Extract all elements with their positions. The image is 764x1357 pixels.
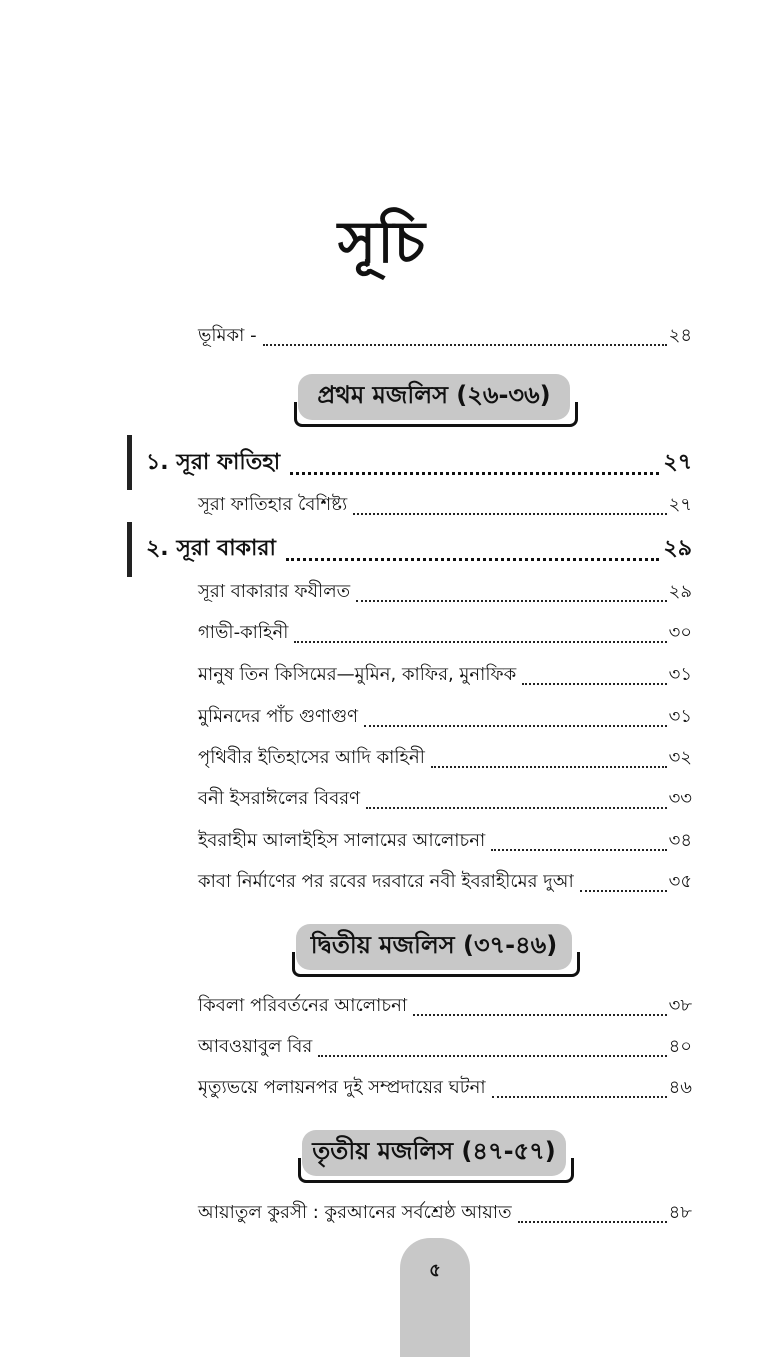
toc-entry-label: কাবা নির্মাণের পর রবের দরবারে নবী ইবরাহীমের দুআ <box>198 871 574 892</box>
toc-entry[interactable] <box>198 742 692 774</box>
toc-entry-label: সূরা বাকারার ফযীলত <box>198 581 351 602</box>
dot-leader <box>263 344 667 346</box>
toc-entry[interactable] <box>198 783 692 815</box>
toc-entry[interactable] <box>198 1072 692 1104</box>
toc-entry-label: গাভী-কাহিনী <box>198 622 289 643</box>
toc-entry-label: মানুষ তিন কিসিমের—মুমিন, কাফির, মুনাফিক <box>198 664 517 685</box>
toc-entry-page: ২৭ <box>668 494 692 515</box>
toc-entry-label: ভূমিকা - <box>198 325 257 346</box>
chapter-page: ২৯ <box>663 536 692 561</box>
toc-entry-page: ৩৫ <box>668 871 692 892</box>
toc-entry-page: ৩০ <box>668 622 692 643</box>
dot-leader <box>492 1096 667 1098</box>
page-number-tab <box>400 1238 470 1357</box>
toc-entry[interactable] <box>198 866 692 898</box>
toc-entry[interactable] <box>198 825 692 857</box>
chapter-label: ২. সূরা বাকারা <box>146 536 276 561</box>
toc-entry-page: ৩৩ <box>668 788 692 809</box>
toc-entry[interactable] <box>198 659 692 691</box>
dot-leader <box>491 849 666 851</box>
toc-entry-page: ২৪ <box>668 325 692 346</box>
toc-entry-label: আবওয়াবুল বির <box>198 1036 313 1057</box>
toc-entry-label: মুমিনদের পাঁচ গুণাগুণ <box>198 706 358 727</box>
dot-leader <box>522 683 666 685</box>
toc-entry[interactable] <box>198 1197 692 1229</box>
dot-leader <box>431 766 667 768</box>
dot-leader <box>364 725 667 727</box>
chapter-label: ১. সূরা ফাতিহা <box>146 450 281 475</box>
toc-entry-page: ৩২ <box>668 747 692 768</box>
chapter-marker-bar <box>127 435 132 490</box>
dot-leader <box>286 558 660 561</box>
page-number: ৫ <box>429 1260 441 1281</box>
toc-entry-label: আয়াতুল কুরসী : কুরআনের সর্বশ্রেষ্ঠ আয়াত <box>198 1202 512 1223</box>
section-heading-3: তৃতীয় মজলিস (৪৭-৫৭) <box>302 1130 566 1176</box>
toc-entry-page: ৪৮ <box>668 1202 692 1223</box>
toc-entry-page: ৪৬ <box>668 1077 692 1098</box>
toc-entry-label: ইবরাহীম আলাইহিস সালামের আলোচনা <box>198 830 486 851</box>
chapter-page: ২৭ <box>663 450 692 475</box>
toc-entry-label: কিবলা পরিবর্তনের আলোচনা <box>198 995 408 1016</box>
toc-entry[interactable] <box>198 990 692 1022</box>
toc-entry[interactable] <box>198 489 692 521</box>
dot-leader <box>366 807 667 809</box>
toc-entry-page: ৩১ <box>668 706 692 727</box>
toc-entry-page: ৩৪ <box>668 830 692 851</box>
toc-entry-page: ৩১ <box>668 664 692 685</box>
dot-leader <box>518 1221 667 1223</box>
toc-entry[interactable] <box>198 1031 692 1063</box>
toc-entry-label: পৃথিবীর ইতিহাসের আদি কাহিনী <box>198 747 425 768</box>
dot-leader <box>294 641 666 643</box>
toc-entry-label: সূরা ফাতিহার বৈশিষ্ট্য <box>198 494 348 515</box>
dot-leader <box>580 890 667 892</box>
dot-leader <box>413 1014 667 1016</box>
dot-leader <box>353 513 666 515</box>
toc-entry[interactable] <box>198 576 692 608</box>
section-heading-1: প্রথম মজলিস (২৬-৩৬) <box>298 374 570 420</box>
toc-entry[interactable] <box>198 617 692 649</box>
toc-entry-label: মৃত্যুভয়ে পলায়নপর দুই সম্প্রদায়ের ঘটনা <box>198 1077 486 1098</box>
toc-entry-page: ২৯ <box>668 581 692 602</box>
toc-entry-label: বনী ইসরাঈলের বিবরণ <box>198 788 360 809</box>
toc-entry-intro[interactable] <box>198 320 692 352</box>
dot-leader <box>356 600 666 602</box>
toc-entry-page: ৩৮ <box>668 995 692 1016</box>
section-heading-2: দ্বিতীয় মজলিস (৩৭-৪৬) <box>296 924 572 970</box>
page-title: সূচি <box>337 208 427 276</box>
dot-leader <box>290 472 659 475</box>
chapter-marker-bar <box>127 522 132 577</box>
toc-entry[interactable] <box>198 701 692 733</box>
dot-leader <box>318 1055 666 1057</box>
toc-chapter-1[interactable] <box>146 442 692 482</box>
toc-entry-page: ৪০ <box>668 1036 692 1057</box>
toc-chapter-2[interactable] <box>146 528 692 568</box>
